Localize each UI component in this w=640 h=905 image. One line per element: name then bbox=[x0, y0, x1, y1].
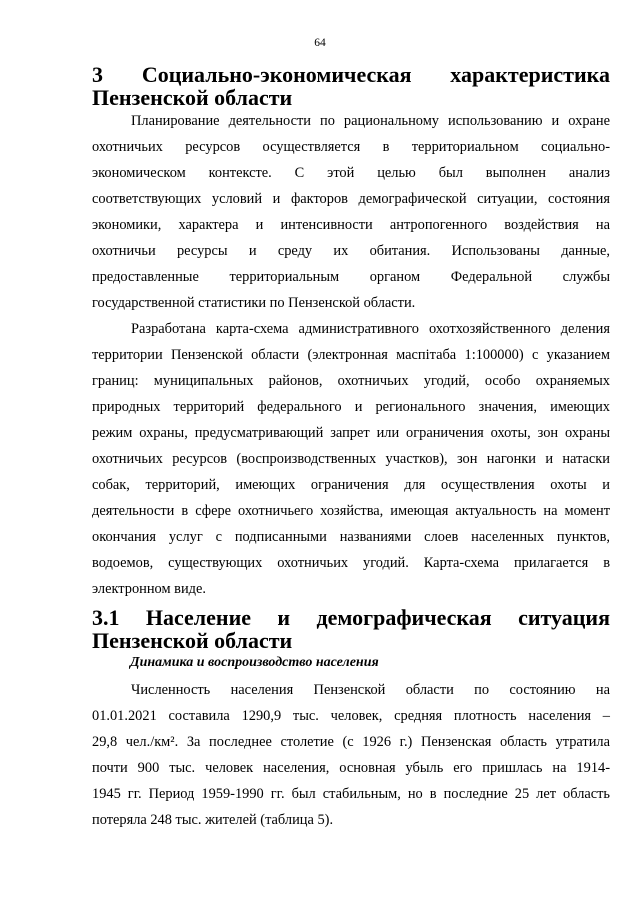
paragraph bbox=[92, 108, 610, 316]
text-line: охотничьих ресурсов осуществляется в территориальном социально- bbox=[92, 139, 610, 155]
text-line: 1945 гг. Период 1959-1990 гг. был стабильным, но в последние 25 лет область bbox=[92, 786, 610, 802]
text-line: деятельности в сфере охотничьего хозяйства, имеющая актуальность на момент bbox=[92, 503, 610, 519]
text-line: предоставленные территориальным органом Федеральной службы bbox=[92, 269, 610, 285]
section-3-body bbox=[92, 108, 610, 602]
section-3-1-body bbox=[92, 677, 610, 833]
section-3-1-heading bbox=[92, 606, 610, 652]
text-line: режим охраны, предусматривающий запрет или ограничения охоты, зон охраны bbox=[92, 425, 610, 441]
text-line: собак, территорий, имеющих ограничения для осуществления охоты и bbox=[92, 477, 610, 493]
heading-line: Пензенской области bbox=[92, 628, 293, 653]
text-line: охотничьи ресурсы и среду их обитания. Использованы данные, bbox=[92, 243, 610, 259]
subsection-subtitle: Динамика и воспроизводство населения bbox=[130, 655, 379, 670]
text-line: Разработана карта-схема административного охотхозяйственного деления bbox=[131, 321, 610, 337]
text-line: Численность населения Пензенской области по состоянию на bbox=[131, 682, 610, 698]
text-line: 29,8 чел./км². За последнее столетие (с 1926 г.) Пензенская область утратила bbox=[92, 734, 610, 750]
text-line: экономики, характера и интенсивности антропогенного воздействия на bbox=[92, 217, 610, 233]
text-line: Планирование деятельности по рациональному использованию и охране bbox=[131, 113, 610, 129]
text-line: почти 900 тыс. человек населения, основная убыль его пришлась на 1914- bbox=[92, 760, 610, 776]
text-line: экономическом контексте. С этой целью был выполнен анализ bbox=[92, 165, 610, 181]
text-line: окончания услуг с подписанными названиями слоев населенных пунктов, bbox=[92, 529, 610, 545]
paragraph bbox=[92, 677, 610, 833]
page-number: 64 bbox=[314, 37, 326, 49]
text-line: государственной статистики по Пензенской области. bbox=[92, 295, 416, 311]
text-line: территории Пензенской области (электронная маспітаба 1:100000) с указанием bbox=[92, 347, 610, 363]
text-line: 01.01.2021 составила 1290,9 тыс. человек, средняя плотность населения – bbox=[92, 708, 610, 724]
text-line: природных территорий федерального и регионального значения, имеющих bbox=[92, 399, 610, 415]
text-line: границ: муниципальных районов, охотничьих угодий, особо охраняемых bbox=[92, 373, 610, 389]
section-3-heading bbox=[92, 63, 610, 109]
heading-line: Пензенской области bbox=[92, 85, 293, 110]
heading-line: 3 Социально-экономическая характеристика bbox=[92, 62, 610, 87]
paragraph bbox=[92, 316, 610, 602]
text-line: потеряла 248 тыс. жителей (таблица 5). bbox=[92, 812, 334, 828]
text-line: водоемов, существующих охотничьих угодий. Карта-схема прилагается в bbox=[92, 555, 610, 571]
text-line: соответствующих условий и факторов демографической ситуации, состояния bbox=[92, 191, 610, 207]
text-line: электронном виде. bbox=[92, 581, 206, 597]
heading-line: 3.1 Население и демографическая ситуация bbox=[92, 605, 610, 630]
text-line: охотничьих ресурсов (воспроизводственных участков), зон нагонки и натаски bbox=[92, 451, 610, 467]
